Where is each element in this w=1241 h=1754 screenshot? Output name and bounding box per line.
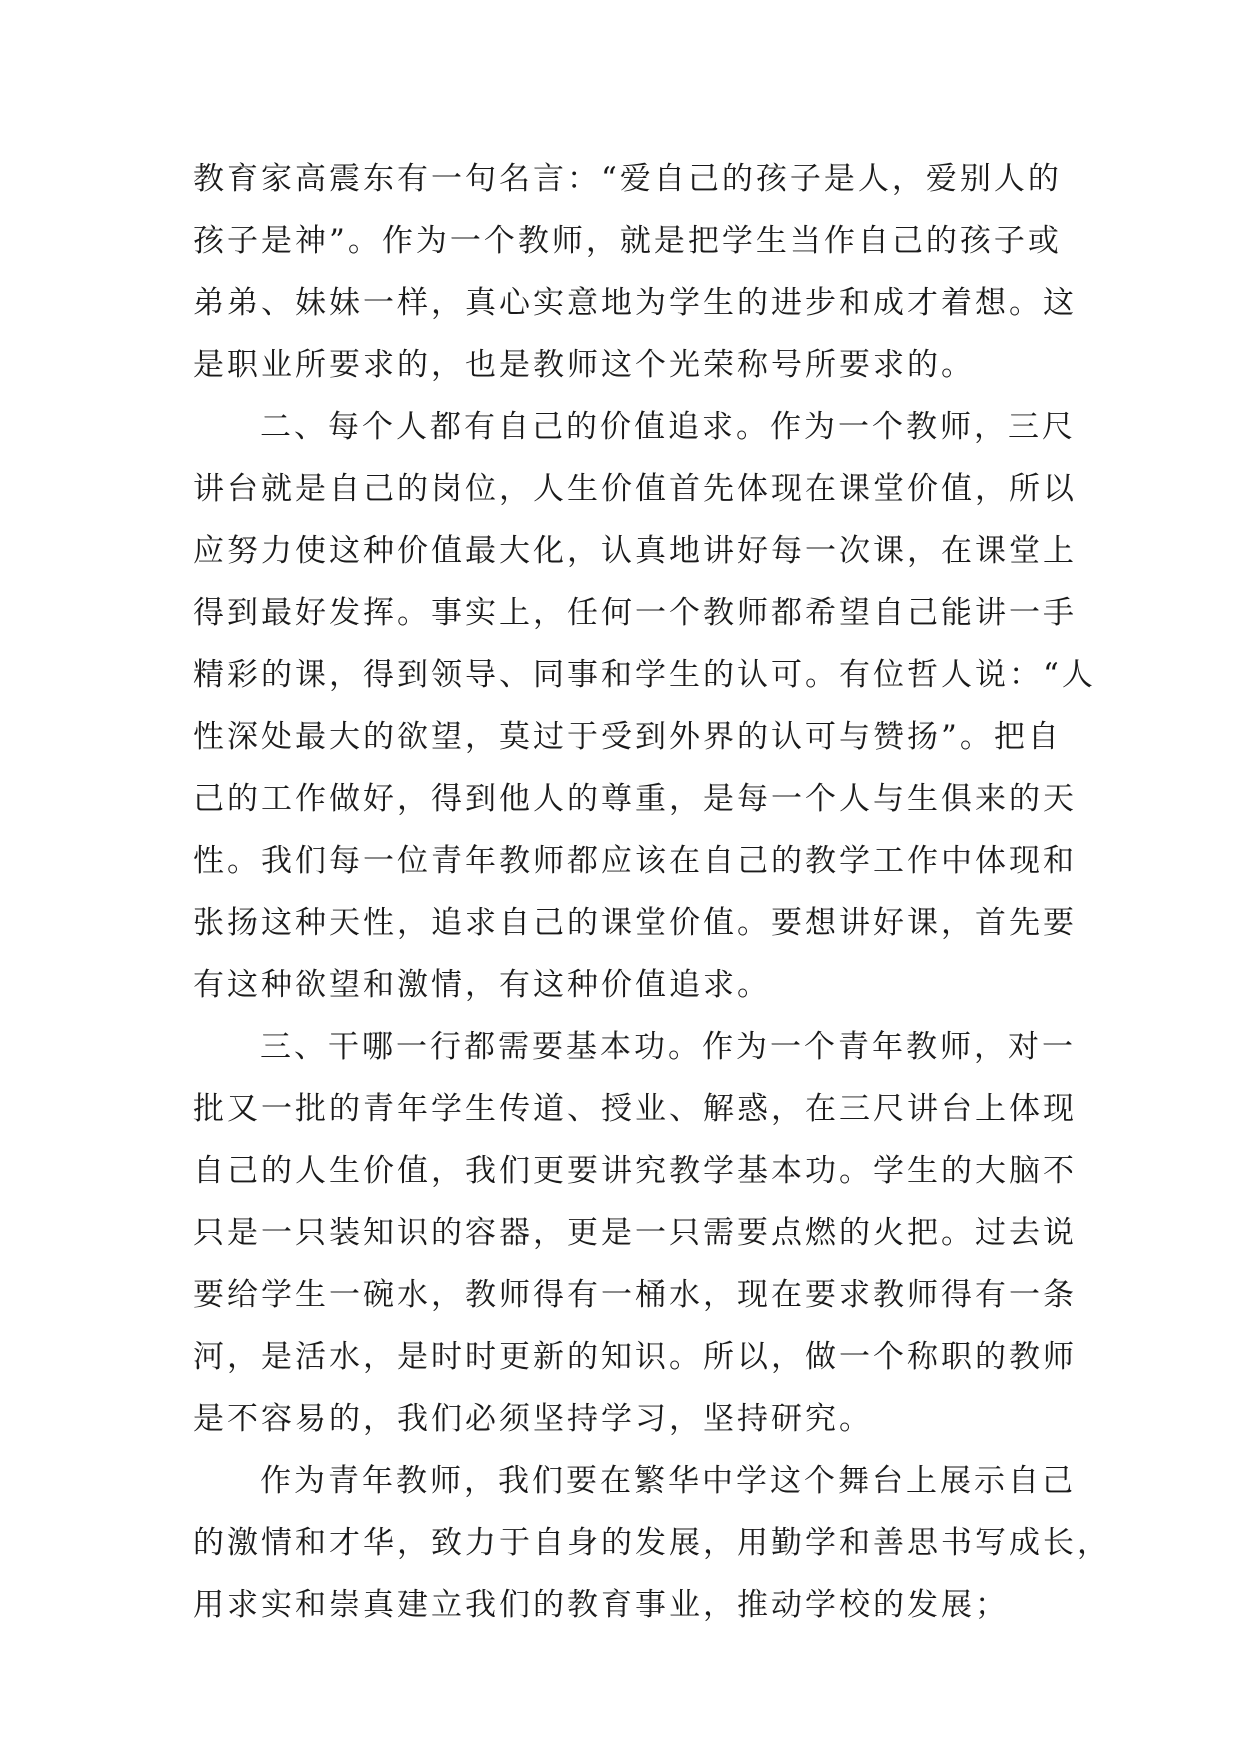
paragraph [193, 1450, 1111, 1636]
text-line: 三、干哪一行都需要基本功。作为一个青年教师，对一 [260, 1029, 1076, 1065]
text-line: 的激情和才华，致力于自身的发展，用勤学和善思书写成长， [193, 1525, 1111, 1561]
text-line: 得到最好发挥。事实上，任何一个教师都希望自己能讲一手 [193, 595, 1077, 631]
text-line: 孩子是神”。作为一个教师，就是把学生当作自己的孩子或 [193, 223, 1062, 259]
text-line: 二、每个人都有自己的价值追求。作为一个教师，三尺 [260, 409, 1076, 445]
text-line: 精彩的课，得到领导、同事和学生的认可。有位哲人说：“人 [193, 657, 1096, 693]
text-line: 弟弟、妹妹一样，真心实意地为学生的进步和成才着想。这 [193, 285, 1077, 321]
paragraph [193, 396, 1096, 1016]
text-line: 自己的人生价值，我们更要讲究教学基本功。学生的大脑不 [193, 1153, 1077, 1189]
text-line: 河，是活水，是时时更新的知识。所以，做一个称职的教师 [193, 1339, 1077, 1375]
text-line: 己的工作做好，得到他人的尊重，是每一个人与生俱来的天 [193, 781, 1077, 817]
text-line: 是职业所要求的，也是教师这个光荣称号所要求的。 [193, 347, 975, 383]
text-line: 性。我们每一位青年教师都应该在自己的教学工作中体现和 [193, 843, 1077, 879]
paragraph [193, 1016, 1077, 1450]
text-line: 性深处最大的欲望，莫过于受到外界的认可与赞扬”。把自 [193, 719, 1062, 755]
text-line: 讲台就是自己的岗位，人生价值首先体现在课堂价值，所以 [193, 471, 1077, 507]
text-line: 是不容易的，我们必须坚持学习，坚持研究。 [193, 1401, 873, 1437]
text-line: 批又一批的青年学生传道、授业、解惑，在三尺讲台上体现 [193, 1091, 1077, 1127]
text-line: 有这种欲望和激情，有这种价值追求。 [193, 967, 771, 1003]
body-text [193, 148, 1111, 1636]
text-line: 只是一只装知识的容器，更是一只需要点燃的火把。过去说 [193, 1215, 1077, 1251]
paragraph [193, 148, 1077, 396]
text-line: 要给学生一碗水，教师得有一桶水，现在要求教师得有一条 [193, 1277, 1077, 1313]
text-line: 用求实和崇真建立我们的教育事业，推动学校的发展； [193, 1587, 1009, 1623]
text-line: 作为青年教师，我们要在繁华中学这个舞台上展示自己 [260, 1463, 1076, 1499]
text-line: 张扬这种天性，追求自己的课堂价值。要想讲好课，首先要 [193, 905, 1077, 941]
text-line: 教育家高震东有一句名言：“爱自己的孩子是人，爱别人的 [193, 161, 1062, 197]
text-line: 应努力使这种价值最大化，认真地讲好每一次课，在课堂上 [193, 533, 1077, 569]
